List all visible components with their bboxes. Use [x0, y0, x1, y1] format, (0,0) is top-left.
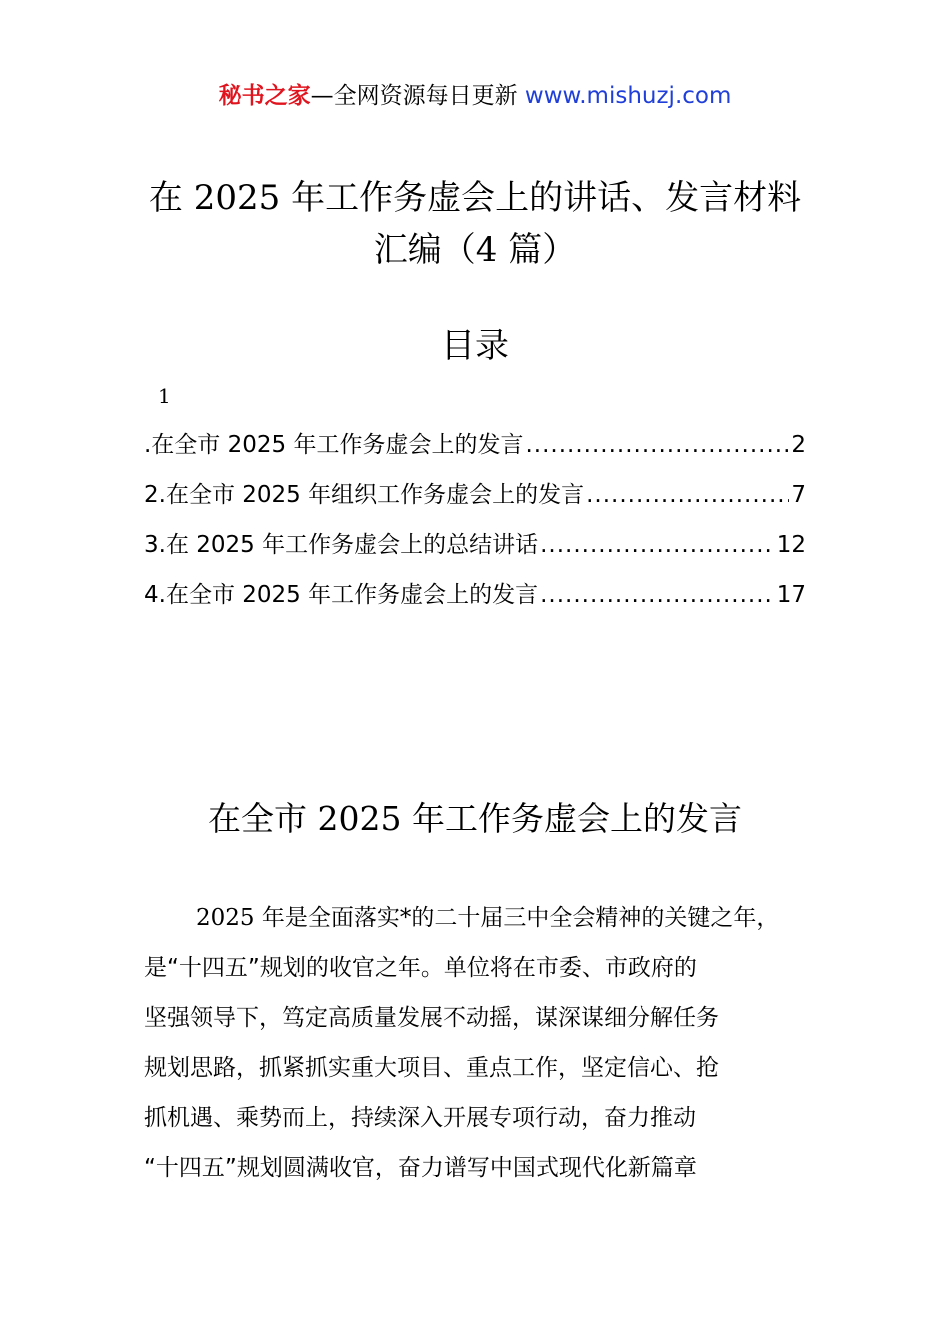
document-title [100, 172, 850, 276]
header-tagline: —全网资源每日更新 [310, 83, 518, 109]
paragraph-line: 是“十四五”规划的收官之年。单位将在市委、市政府的 [144, 955, 697, 981]
paragraph-line: 坚强领导下，笃定高质量发展不动摇，谋深谋细分解任务 [144, 1005, 719, 1031]
toc-entry-page: 17 [776, 582, 806, 608]
toc-entry-label: .在全市 2025 年工作务虚会上的发言 [144, 432, 524, 458]
site-header [0, 80, 950, 112]
toc-entry-3[interactable] [144, 520, 806, 570]
document-title-line-2: 汇编（4 篇） [373, 230, 577, 270]
toc-entry-label: 3.在 2025 年工作务虚会上的总结讲话 [144, 532, 539, 558]
toc-entry-1[interactable] [144, 420, 806, 470]
section-title: 在全市 2025 年工作务虚会上的发言 [208, 799, 742, 838]
body-paragraph [144, 893, 834, 1193]
toc-leader-dots [540, 520, 775, 570]
toc-heading: 目录 [441, 326, 509, 366]
toc-lead-number: 1 [158, 384, 171, 408]
paragraph-line: 2025 年是全面落实*的二十届三中全会精神的关键之年， [196, 905, 780, 931]
toc-entry-label: 2.在全市 2025 年组织工作务虚会上的发言 [144, 482, 585, 508]
toc-entry-page: 12 [776, 532, 806, 558]
toc-leader-dots [540, 570, 775, 620]
paragraph-line: “十四五”规划圆满收官，奋力谱写中国式现代化新篇章 [144, 1155, 697, 1181]
paragraph-line: 规划思路，抓紧抓实重大项目、重点工作，坚定信心、抢 [144, 1055, 719, 1081]
toc-entry-page: 7 [791, 482, 806, 508]
site-url-link[interactable]: www.mishuzj.com [524, 83, 732, 109]
toc-entry-4[interactable] [144, 570, 806, 620]
document-title-line-1: 在 2025 年工作务虚会上的讲话、发言材料 [148, 178, 802, 218]
paragraph-line: 抓机遇、乘势而上，持续深入开展专项行动，奋力推动 [144, 1105, 696, 1131]
toc-entry-2[interactable] [144, 470, 806, 520]
brand-name: 秘书之家 [218, 83, 311, 109]
toc-entry-page: 2 [791, 432, 806, 458]
toc-entry-label: 4.在全市 2025 年工作务虚会上的发言 [144, 582, 539, 608]
table-of-contents [144, 420, 806, 620]
toc-leader-dots [525, 420, 789, 470]
toc-leader-dots [586, 470, 789, 520]
